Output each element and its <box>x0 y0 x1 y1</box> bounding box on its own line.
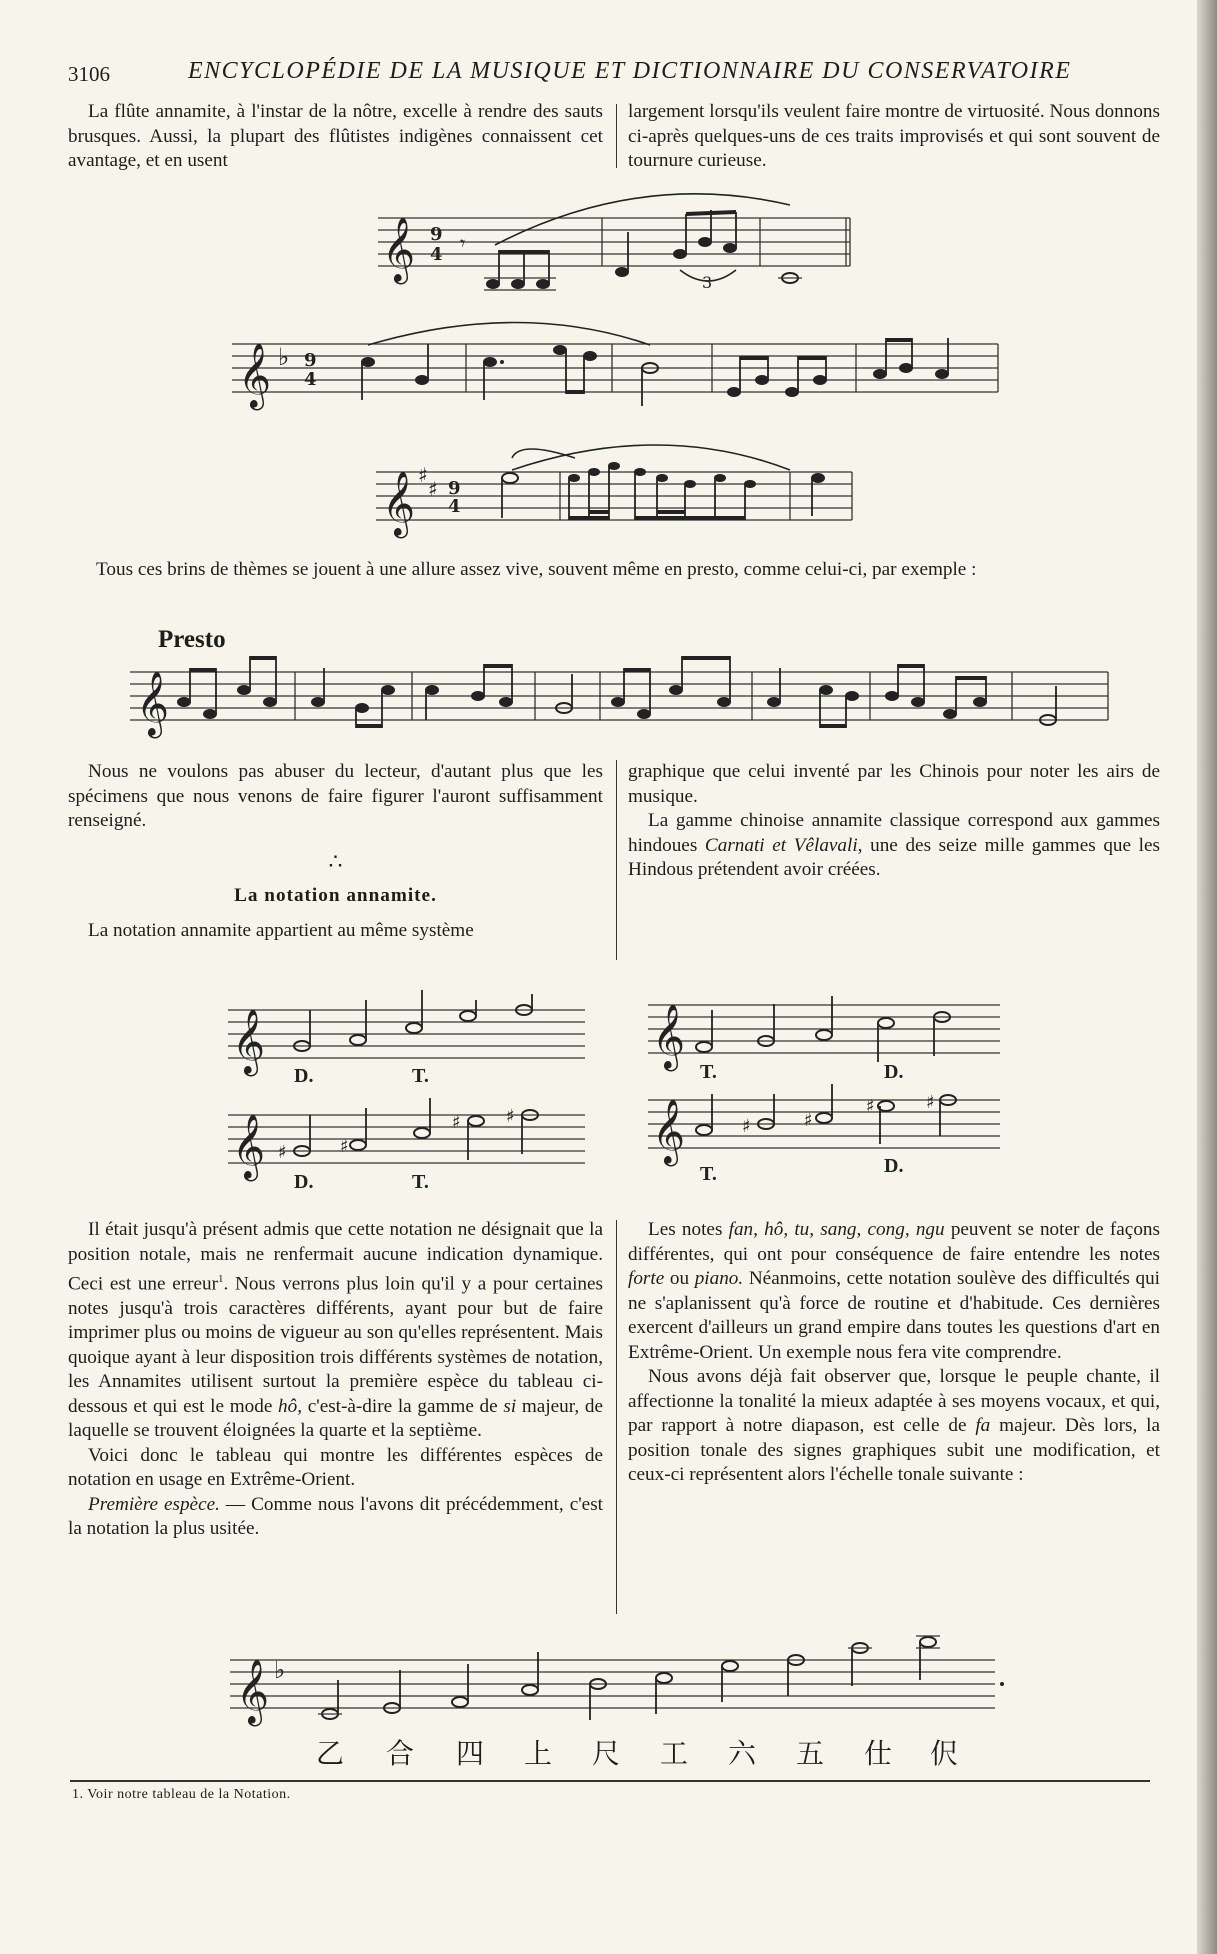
dynamics-left-column <box>68 1218 603 1542</box>
svg-text:♯: ♯ <box>926 1092 935 1113</box>
section-heading: La notation annamite. <box>234 885 437 906</box>
ornament-icon: ∴ <box>328 848 343 874</box>
svg-text:𝄞: 𝄞 <box>236 1659 270 1724</box>
svg-text:𝄞: 𝄞 <box>232 1009 266 1074</box>
dynamics-left-text-2: Voici donc le tableau qui montre les différentes espèces de notation en usage en Extrême-Orient. <box>68 1444 603 1491</box>
svg-text:𝄞: 𝄞 <box>136 671 170 736</box>
presto-label: Presto <box>158 626 226 653</box>
svg-text:♯: ♯ <box>340 1136 349 1157</box>
treble-clef-icon: 𝄞 <box>382 217 416 282</box>
svg-text:♯: ♯ <box>506 1106 515 1127</box>
dynamics-left-text-3: Première espèce. — Comme nous l'avons dit précédemment, c'est la notation la plus usitée. <box>68 1493 603 1540</box>
svg-text:♭: ♭ <box>274 1656 286 1684</box>
music-example-2 <box>232 344 998 392</box>
dynamics-right-column <box>628 1218 1160 1488</box>
svg-text:𝄞: 𝄞 <box>652 1099 686 1164</box>
svg-text:𝄾: 𝄾 <box>460 231 466 255</box>
svg-text:9: 9 <box>430 224 443 245</box>
svg-text:𝄞: 𝄞 <box>238 343 272 408</box>
svg-text:♯: ♯ <box>452 1112 461 1133</box>
svg-text:T.: T. <box>700 1061 717 1083</box>
notation-right-text-2: La gamme chinoise annamite classique correspond aux gammes hindoues Carnati et Vêlavali, une des seize mille gammes que les Hindous prétendent avoir créées. <box>628 810 1160 880</box>
svg-text:♭: ♭ <box>278 343 290 371</box>
scale-staff-left-1 <box>228 1010 585 1058</box>
svg-text:9: 9 <box>304 350 317 371</box>
svg-text:9: 9 <box>448 478 461 499</box>
notation-left-text-1: Nous ne voulons pas abuser du lecteur, d'autant plus que les spécimens que nous venons de faire figurer l'auront suffisamment renseigné. <box>68 761 603 831</box>
svg-text:T.: T. <box>412 1065 429 1087</box>
notation-right-column <box>628 760 1160 883</box>
intro-left-text: La flûte annamite, à l'instar de la nôtre, excelle à rendre des sauts brusques. Aussi, la plupart des flûtistes indigènes connaissent cet avantage, et en usent <box>68 101 603 171</box>
svg-text:♯: ♯ <box>418 463 428 487</box>
svg-text:4: 4 <box>448 496 461 517</box>
mid-paragraph-text: Tous ces brins de thèmes se jouent à une allure assez vive, souvent même en presto, comme celui-ci, par exemple : <box>96 559 977 580</box>
chinese-notation-row <box>316 1732 976 1772</box>
dynamics-left-text-1: Il était jusqu'à présent admis que cette notation ne désignait que la position notale, mais ne renfermait aucune indication dynamique. Ceci est une erreur$^1$. Nous verrons plus loin qu'il y a pour certaines notes jusqu'à trois caractères différents, ayant pour but de faire imprimer plus ou moins de vigueur au son qu'elles représentent. Mais quoique ayant à leur disposition trois différents systèmes de notation, les Annamites utilisent surtout la première espèce du tableau ci-dessous et qui est le mode hô, c'est-à-dire la gamme de si majeur, de laquelle se trouvent éloignées la quarte et la septième. <box>68 1219 603 1442</box>
svg-text:𝄞: 𝄞 <box>652 1004 686 1069</box>
final-scale-staff <box>230 1660 995 1708</box>
svg-text:♯: ♯ <box>742 1116 751 1137</box>
footnote: 1. Voir notre tableau de la Notation. <box>72 1787 291 1802</box>
svg-text:♯: ♯ <box>428 477 438 501</box>
svg-text:D.: D. <box>884 1061 904 1083</box>
column-divider <box>616 1220 617 1614</box>
notation-char: 合 <box>386 1737 415 1770</box>
svg-text:T.: T. <box>412 1171 429 1193</box>
svg-text:4: 4 <box>430 244 443 265</box>
notation-char: 尺 <box>592 1737 621 1770</box>
notation-left-text-2: La notation annamite appartient au même système <box>88 919 474 941</box>
svg-text:♯: ♯ <box>804 1110 813 1131</box>
notation-char: 工 <box>660 1737 689 1770</box>
notation-right-text-1: graphique que celui inventé par les Chinois pour noter les airs de musique. <box>628 761 1160 807</box>
svg-text:𝄞: 𝄞 <box>232 1114 266 1179</box>
notation-char: 仕 <box>864 1737 893 1770</box>
mid-paragraph <box>96 558 1160 583</box>
svg-text:♯: ♯ <box>866 1096 875 1117</box>
svg-text:D.: D. <box>294 1171 314 1193</box>
music-example-1 <box>378 218 850 266</box>
svg-text:D.: D. <box>294 1065 314 1087</box>
column-divider <box>616 760 617 960</box>
svg-text:𝄞: 𝄞 <box>382 471 416 536</box>
dynamics-right-text-1: Les notes fan, hô, tu, sang, cong, ngu peuvent se noter de façons différentes, qui ont pour conséquence de faire entendre les notes forte ou piano. Néanmoins, cette notation soulève des difficultés qui ne s'aplanissent qu'à force de routine et d'habitude. Ces dernières exercent d'ailleurs un grand empire dans toutes les questions d'art en Extrême-Orient. Un exemple nous fera vite comprendre. <box>628 1219 1161 1363</box>
intro-right-text: largement lorsqu'ils veulent faire montre de virtuosité. Nous donnons ci-après quelques-uns de ces traits improvisés et qui sont souvent de tournure curieuse. <box>628 101 1160 171</box>
svg-text:3: 3 <box>702 273 713 292</box>
notation-char: 乙 <box>316 1737 345 1770</box>
notation-char: 五 <box>796 1737 825 1770</box>
svg-text:D.: D. <box>884 1155 904 1177</box>
notation-char: 六 <box>728 1737 757 1770</box>
notation-char: 伬 <box>930 1737 959 1770</box>
notation-left-column <box>68 760 603 943</box>
running-title: ENCYCLOPÉDIE DE LA MUSIQUE ET DICTIONNAIRE DU CONSERVATOIRE <box>188 58 1072 84</box>
page-number: 3106 <box>68 62 110 86</box>
footnote-rule <box>70 1780 1150 1782</box>
svg-text:4: 4 <box>304 369 317 390</box>
dynamics-right-text-2: Nous avons déjà fait observer que, lorsque le peuple chante, il affectionne la tonalité la mieux adaptée à ses moyens vocaux, et qui, par rapport à notre diapason, est celle de fa majeur. Dès lors, la position tonale des signes graphiques subit une modification, et ceux-ci représentent alors l'échelle tonale suivante : <box>628 1366 1160 1485</box>
notation-char: 四 <box>456 1737 485 1770</box>
svg-text:♯: ♯ <box>278 1142 287 1163</box>
notation-char: 上 <box>524 1737 553 1770</box>
svg-text:T.: T. <box>700 1163 717 1185</box>
